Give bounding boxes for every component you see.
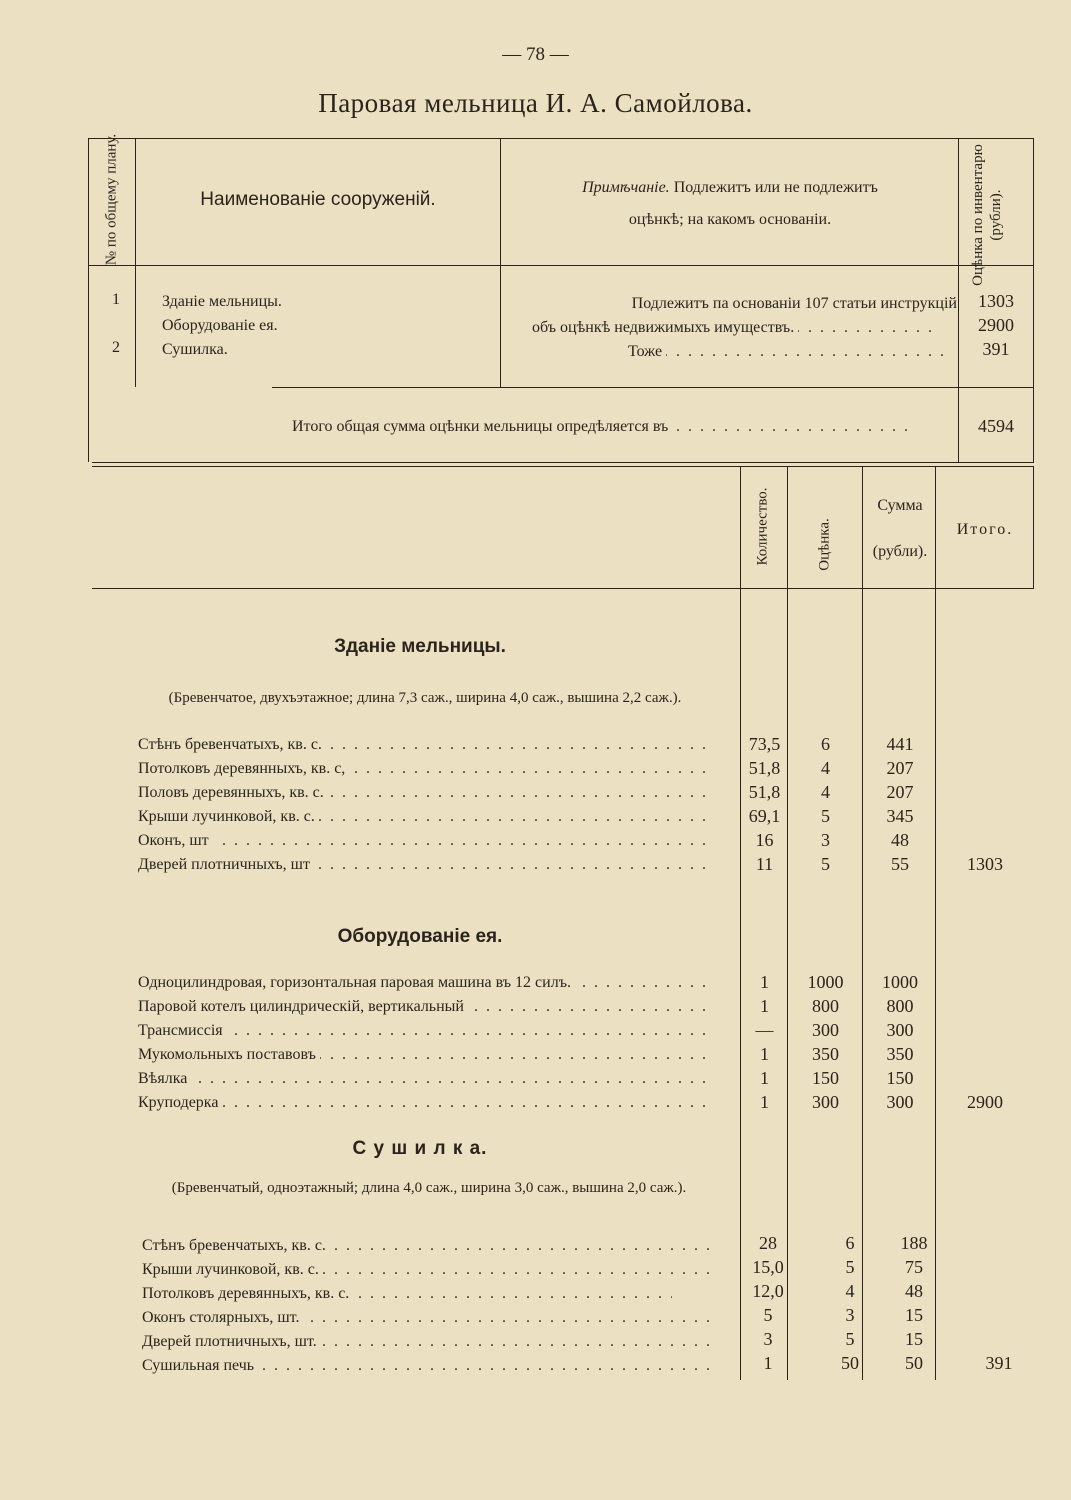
header-sum-line2: (рубли). — [872, 543, 928, 560]
item-rate: 150 — [812, 1068, 839, 1088]
section-note-dryer: (Бревенчатый, одноэтажный; длина 4,0 саж., ширина 3,0 саж., вышина 2,0 саж.). — [171, 1180, 687, 1196]
header-inventory-value: Оцѣнка по инвентарю (рубли). — [970, 144, 1004, 286]
item-sum: 300 — [886, 1020, 914, 1040]
top-table-col-divider-2 — [500, 138, 501, 387]
header-quantity: Количество. — [754, 487, 771, 566]
item-sum: 345 — [886, 806, 914, 826]
item-rate: 4 — [821, 782, 830, 802]
row-2-name: Оборудованіе ея. — [162, 317, 278, 334]
item-sum: 207 — [886, 782, 914, 802]
header-plan-number: № по общему плану. — [103, 133, 120, 266]
header-note-text1: Подлежитъ или не подлежитъ — [673, 179, 878, 196]
item-name: Круподерка . . . — [138, 1091, 710, 1114]
item-name: Потолковъ деревянныхъ, кв. с. . . . — [142, 1282, 672, 1305]
item-sum: 15 — [905, 1329, 923, 1349]
item-name: Половъ деревянныхъ, кв. с. . . . — [138, 781, 710, 804]
item-rate: 300 — [812, 1020, 839, 1040]
row-1-value: 1303 — [978, 291, 1014, 311]
item-sum: 15 — [905, 1305, 923, 1325]
item-name: Оконъ, шт . . . — [138, 829, 710, 852]
item-rate: 4 — [821, 758, 830, 778]
item-sum: 48 — [905, 1281, 923, 1301]
item-sum: 300 — [886, 1092, 914, 1112]
item-qty: 1 — [760, 1068, 769, 1088]
row-1-num: 1 — [112, 291, 120, 308]
row-1-name: Зданіе мельницы. — [162, 293, 282, 310]
item-rate: 350 — [812, 1044, 839, 1064]
item-name: Дверей плотничныхъ, шт. . . . — [142, 1330, 710, 1353]
item-qty: 1 — [760, 1044, 769, 1064]
item-name: Дверей плотничныхъ, шт . . . — [138, 853, 710, 876]
item-qty: 12,0 — [752, 1281, 784, 1301]
bottom-table-border-right — [1033, 466, 1034, 588]
item-qty: 1 — [760, 996, 769, 1016]
header-structure-name: Наименованіе сооруженій. — [200, 189, 436, 210]
section-heading-equipment: Оборудованіе ея. — [337, 926, 503, 947]
item-rate: 5 — [821, 806, 830, 826]
item-rate: 50 — [841, 1353, 859, 1373]
row-3-note: Тоже . . . — [628, 340, 948, 363]
top-table-border-left — [88, 138, 89, 462]
item-sum: 441 — [886, 734, 914, 754]
item-rate: 6 — [821, 734, 830, 754]
item-sum: 207 — [886, 758, 914, 778]
item-qty: 16 — [755, 830, 774, 850]
item-qty: 15,0 — [752, 1257, 784, 1277]
section-heading-dryer: С у ш и л к а. — [352, 1138, 488, 1159]
item-name: Мукомольныхъ поставовъ . . . — [138, 1043, 710, 1066]
item-rate: 300 — [812, 1092, 839, 1112]
bottom-col-divider-qty — [740, 466, 741, 1380]
header-total: Итого. — [956, 521, 1014, 538]
item-name: Сушильная печь . . . — [142, 1354, 710, 1377]
item-name: Вѣялка . . . — [138, 1067, 710, 1090]
row-3-num: 2 — [112, 339, 120, 356]
item-sum: 1000 — [882, 972, 918, 992]
row-3-value: 391 — [982, 339, 1010, 359]
item-rate: 5 — [845, 1329, 855, 1349]
header-rate: Оцѣнка. — [816, 518, 833, 571]
item-qty: 73,5 — [748, 734, 781, 754]
item-name: Паровой котелъ цилиндрическій, вертикальный . . . — [138, 995, 710, 1018]
item-name: Крыши лучинковой, кв. с. . . . — [138, 805, 710, 828]
item-rate: 1000 — [807, 972, 844, 992]
item-qty: 1 — [760, 972, 769, 992]
item-rate: 3 — [821, 830, 830, 850]
header-note-line1 — [502, 176, 958, 199]
top-table-border-top — [88, 138, 1034, 139]
item-sum: 75 — [905, 1257, 923, 1277]
item-qty: 69,1 — [748, 806, 781, 826]
bottom-table-header-divider — [92, 588, 1034, 589]
section-heading-mill-building: Зданіе мельницы. — [334, 636, 506, 657]
item-sum: 188 — [900, 1233, 928, 1253]
row-2-note: объ оцѣнкѣ недвижимыхъ имуществъ. . . . — [532, 316, 932, 339]
item-rate: 4 — [845, 1281, 855, 1301]
row-3-name: Сушилка. — [162, 341, 228, 358]
total-value: 4594 — [978, 416, 1014, 436]
item-sum: 55 — [891, 854, 909, 874]
item-sum: 150 — [886, 1068, 914, 1088]
item-sum: 48 — [891, 830, 909, 850]
header-note-label: Примѣчаніе. — [582, 179, 670, 196]
item-qty: — — [755, 1020, 774, 1040]
item-qty: 1 — [763, 1353, 773, 1373]
row-2-value: 2900 — [978, 315, 1014, 335]
item-qty: 28 — [759, 1233, 777, 1253]
total-label: Итого общая сумма оцѣнки мельницы опредѣляется въ . . . — [292, 415, 932, 438]
item-qty: 1 — [760, 1092, 769, 1112]
item-qty: 11 — [755, 854, 774, 874]
bottom-table-border-top — [92, 466, 1034, 467]
top-table-border-right — [1033, 138, 1034, 462]
page-title: Паровая мельница И. А. Самойлова. — [318, 88, 753, 118]
item-rate: 6 — [845, 1233, 855, 1253]
item-name: Оконъ столярныхъ, шт. . . . — [142, 1306, 710, 1329]
item-rate: 5 — [821, 854, 830, 874]
item-qty: 51,8 — [748, 782, 781, 802]
item-total: 391 — [985, 1353, 1013, 1373]
section-note-mill-building: (Бревенчатое, двухъэтажное; длина 7,3 саж., ширина 4,0 саж., вышина 2,2 саж.). — [168, 690, 682, 706]
item-sum: 350 — [886, 1044, 914, 1064]
top-table-rows-divider — [272, 387, 1034, 388]
item-sum: 50 — [905, 1353, 923, 1373]
item-rate: 800 — [812, 996, 839, 1016]
item-name: Трансмиссія . . . — [138, 1019, 710, 1042]
item-name: Потолковъ деревянныхъ, кв. с, . . . — [138, 757, 710, 780]
top-table-border-bottom — [92, 462, 1034, 463]
item-qty: 51,8 — [748, 758, 781, 778]
item-rate: 5 — [845, 1257, 855, 1277]
item-name: Стѣнъ бревенчатыхъ, кв. с. . . . — [138, 733, 710, 756]
item-total: 1303 — [967, 854, 1003, 874]
item-qty: 3 — [763, 1329, 773, 1349]
item-qty: 5 — [763, 1305, 773, 1325]
item-total: 2900 — [967, 1092, 1003, 1112]
item-name: Одноцилиндровая, горизонтальная паровая машина въ 12 силъ. . . . — [138, 971, 710, 994]
header-note-line2: оцѣнкѣ; на какомъ основаніи. — [628, 211, 832, 228]
top-table-col-divider-3 — [958, 138, 959, 462]
header-sum-line1: Сумма — [877, 497, 923, 514]
item-rate: 3 — [845, 1305, 855, 1325]
item-sum: 800 — [886, 996, 914, 1016]
item-name: Стѣнъ бревенчатыхъ, кв. с. . . . — [142, 1234, 710, 1257]
row-1-note: Подлежитъ па основаніи 107 статьи инструкцій — [631, 295, 957, 312]
item-name: Крыши лучинковой, кв. с. . . . — [142, 1258, 710, 1281]
top-table-header-divider — [88, 265, 1034, 266]
page-number: — 78 — — [502, 44, 569, 65]
